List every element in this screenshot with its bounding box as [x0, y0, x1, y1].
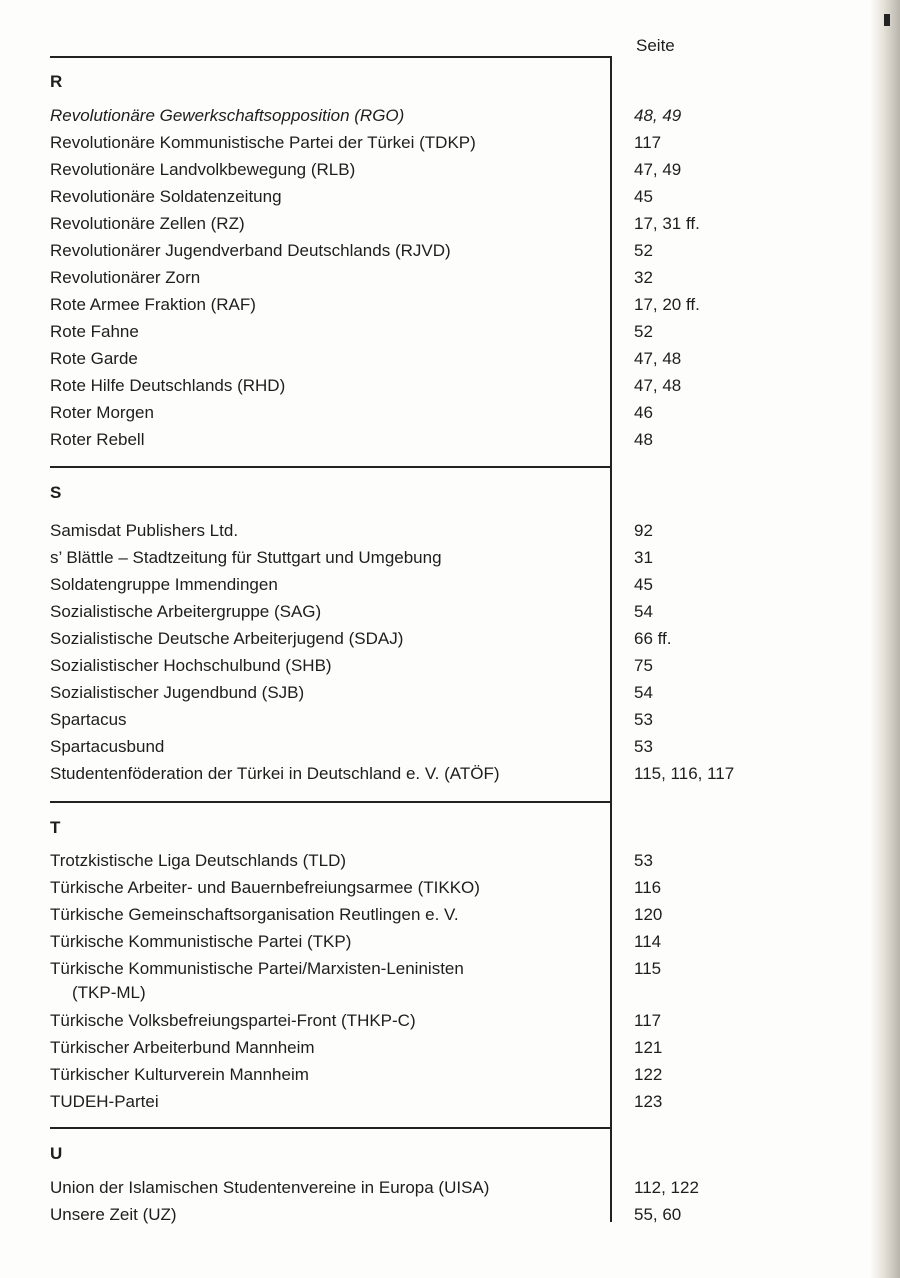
page-reference: 48, 49 — [634, 106, 682, 125]
index-entry: Rote Fahne — [50, 322, 139, 341]
section-divider-r — [50, 56, 612, 58]
column-rule-s — [610, 466, 612, 803]
page-reference: 121 — [634, 1038, 663, 1057]
page-reference: 92 — [634, 521, 653, 540]
index-entry: Sozialistischer Jugendbund (SJB) — [50, 683, 305, 702]
index-entry: Sozialistischer Hochschulbund (SHB) — [50, 656, 332, 675]
index-entry: Revolutionäre Soldatenzeitung — [50, 187, 282, 206]
index-entry: Revolutionäre Landvolkbewegung (RLB) — [50, 160, 356, 179]
index-entry: Türkische Volksbefreiungspartei-Front (THKP-C) — [50, 1011, 416, 1030]
index-entry: Rote Armee Fraktion (RAF) — [50, 295, 256, 314]
page-reference: 75 — [634, 656, 653, 675]
section-letter-u: U — [50, 1144, 63, 1163]
index-entry: Türkische Arbeiter- und Bauernbefreiungsarmee (TIKKO) — [50, 878, 480, 897]
index-entry: s’ Blättle – Stadtzeitung für Stuttgart und Umgebung — [50, 548, 442, 567]
section-divider-s — [50, 466, 612, 468]
page-reference: 53 — [634, 737, 653, 756]
page-reference: 54 — [634, 683, 653, 702]
index-entry: Roter Rebell — [50, 430, 145, 449]
page-reference: 31 — [634, 548, 653, 567]
index-entry: Türkischer Arbeiterbund Mannheim — [50, 1038, 315, 1057]
index-entry — [50, 957, 600, 1005]
page-reference: 17, 31 ff. — [634, 214, 700, 233]
page-reference: 120 — [634, 905, 663, 924]
section-letter-t: T — [50, 818, 61, 837]
index-entry: Rote Hilfe Deutschlands (RHD) — [50, 376, 286, 395]
index-entry: Samisdat Publishers Ltd. — [50, 521, 239, 540]
page-reference: 48 — [634, 430, 653, 449]
index-entry: Revolutionäre Kommunistische Partei der Türkei (TDKP) — [50, 133, 476, 152]
index-entry: Spartacus — [50, 710, 127, 729]
page-reference: 116 — [634, 878, 662, 897]
index-entry: Türkische Kommunistische Partei (TKP) — [50, 932, 352, 951]
index-entry: Rote Garde — [50, 349, 138, 368]
page-reference: 47, 48 — [634, 376, 682, 395]
index-entry: Sozialistische Deutsche Arbeiterjugend (SDAJ) — [50, 629, 404, 648]
index-entry: Studentenföderation der Türkei in Deutschland e. V. (ATÖF) — [50, 764, 500, 783]
index-entry: Sozialistische Arbeitergruppe (SAG) — [50, 602, 322, 621]
page-reference: 47, 48 — [634, 349, 682, 368]
index-entry: Trotzkistische Liga Deutschlands (TLD) — [50, 851, 347, 870]
section-divider-t — [50, 801, 612, 803]
page-reference: 17, 20 ff. — [634, 295, 700, 314]
index-entry: Unsere Zeit (UZ) — [50, 1205, 177, 1224]
page-reference: 114 — [634, 932, 662, 951]
page-reference: 117 — [634, 133, 662, 152]
page-reference: 46 — [634, 403, 653, 422]
index-entry: Spartacusbund — [50, 737, 165, 756]
page-reference: 54 — [634, 602, 653, 621]
column-rule-u — [610, 1127, 612, 1222]
page-reference: 115, 116, 117 — [634, 764, 735, 783]
index-entry-name: Türkische Kommunistische Partei/Marxisten-Leninisten — [50, 959, 464, 978]
index-entry: Türkischer Kulturverein Mannheim — [50, 1065, 309, 1084]
page-reference: 47, 49 — [634, 160, 682, 179]
book-binding-shadow — [870, 0, 900, 1278]
page-reference: 32 — [634, 268, 653, 287]
index-entry: Revolutionärer Zorn — [50, 268, 201, 287]
index-entry-continuation: (TKP-ML) — [72, 983, 146, 1002]
index-entry: Union der Islamischen Studentenvereine in Europa (UISA) — [50, 1178, 490, 1197]
page-reference: 45 — [634, 187, 653, 206]
binding-mark — [884, 14, 890, 26]
section-letter-r: R — [50, 72, 63, 91]
page-reference: 117 — [634, 1011, 662, 1030]
page-reference: 53 — [634, 851, 653, 870]
page-reference: 115 — [634, 959, 662, 978]
section-letter-s: S — [50, 483, 62, 502]
page-reference: 45 — [634, 575, 653, 594]
page-reference: 122 — [634, 1065, 663, 1084]
column-rule-r — [610, 56, 612, 468]
column-rule-t — [610, 801, 612, 1129]
page-reference: 123 — [634, 1092, 663, 1111]
index-entry: Soldatengruppe Immendingen — [50, 575, 278, 594]
page-reference: 112, 122 — [634, 1178, 699, 1197]
index-entry: Roter Morgen — [50, 403, 154, 422]
page-reference: 52 — [634, 241, 653, 260]
index-entry: Revolutionäre Zellen (RZ) — [50, 214, 245, 233]
index-entry: Revolutionärer Jugendverband Deutschlands (RJVD) — [50, 241, 451, 260]
index-entry: Türkische Gemeinschaftsorganisation Reutlingen e. V. — [50, 905, 459, 924]
section-divider-u — [50, 1127, 612, 1129]
page-column-header: Seite — [636, 36, 675, 55]
index-entry: TUDEH-Partei — [50, 1092, 159, 1111]
index-entry: Revolutionäre Gewerkschaftsopposition (RGO) — [50, 106, 405, 125]
page-reference: 66 ff. — [634, 629, 672, 648]
page-reference: 55, 60 — [634, 1205, 682, 1224]
page-reference: 52 — [634, 322, 653, 341]
page-reference: 53 — [634, 710, 653, 729]
